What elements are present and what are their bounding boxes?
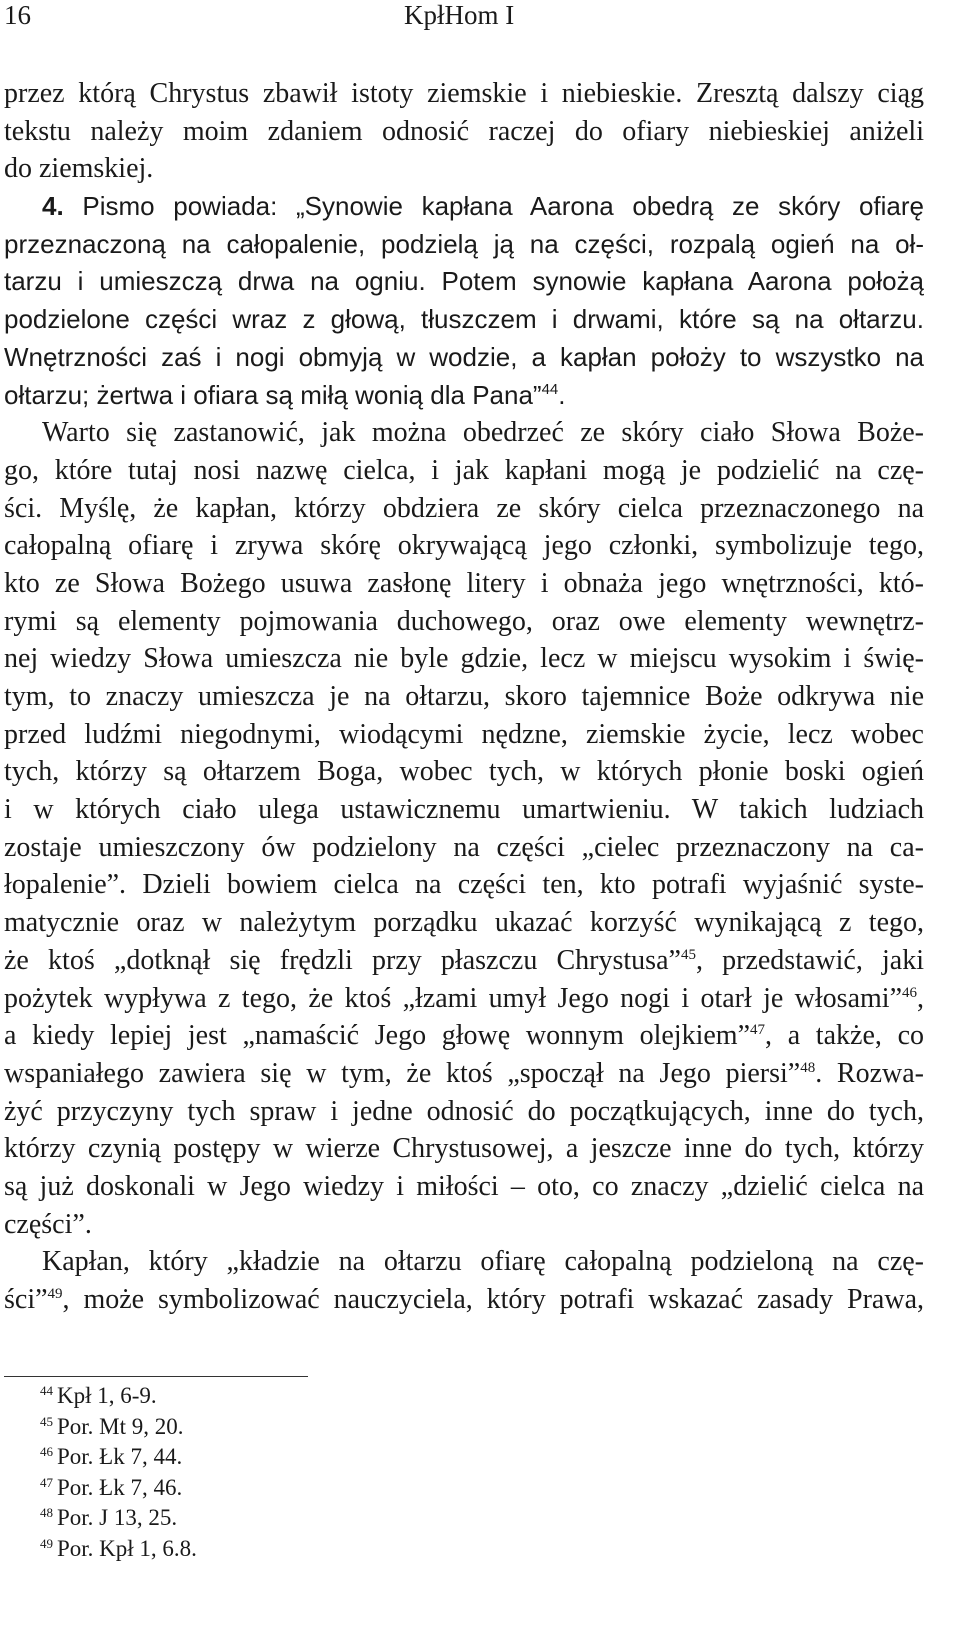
page-number: 16 — [4, 0, 31, 30]
text-span: pożytek wypływa z tego, że ktoś „łzami umył Jego nogi i otarł je włosami” — [4, 982, 902, 1014]
footnote-46 — [40, 1442, 197, 1473]
text-span: ołtarzu; żertwa i ofiara są miłą wonią dla Pana” — [4, 379, 542, 410]
footnote-text: Por. Łk 7, 46. — [57, 1474, 183, 1500]
footnote-number: 49 — [40, 1535, 53, 1551]
footnote-text: Por. Mt 9, 20. — [57, 1413, 184, 1439]
text-span: , przedstawić, jaki — [695, 944, 924, 976]
text-line — [4, 1017, 924, 1055]
footnote-ref-47: 47 — [750, 1022, 765, 1039]
footnote-48 — [40, 1503, 197, 1534]
footnotes — [40, 1381, 197, 1564]
footnote-ref-48: 48 — [800, 1059, 816, 1076]
text-line: tych, którzy są ołtarzem Boga, wobec tych, w których płonie boski ogień — [4, 756, 924, 788]
text-span: . — [558, 379, 566, 410]
footnote-45 — [40, 1412, 197, 1443]
footnote-ref-44: 44 — [541, 380, 559, 398]
footnote-44 — [40, 1381, 197, 1412]
footnote-text: Por. Łk 7, 44. — [57, 1444, 183, 1469]
section-4-first-line — [4, 188, 924, 226]
footnote-number: 48 — [40, 1505, 53, 1520]
footnote-47 — [40, 1473, 197, 1504]
text-line: łopalenie”. Dzieli bowiem cielca na części ten, kto potrafi wyjaśnić syste- — [4, 869, 924, 901]
text-line: zostaje umieszczony ów podzielony na części „cielec przeznaczony na ca- — [4, 831, 924, 863]
running-title: KpłHom I — [404, 0, 515, 30]
text-line: Wnętrzności zaś i nogi obmyją w wodzie, a kapłan położy to wszystko na — [4, 341, 924, 372]
text-line — [4, 1281, 924, 1319]
text-line: całopalną ofiarę i zrywa skórę okrywającą jego członki, symbolizuje tego, — [4, 530, 924, 562]
text-line: żyć przyczyny tych spraw i jedne odnosić do początkujących, inne do tych, — [4, 1095, 924, 1127]
footnote-number: 46 — [40, 1444, 53, 1459]
footnote-number: 45 — [40, 1413, 53, 1429]
text-line: kto ze Słowa Bożego usuwa zasłonę litery i obnaża jego wnętrzności, któ- — [4, 567, 924, 599]
text-line — [4, 1055, 924, 1093]
text-line: przeznaczoną na całopalenie, podzielą ją na części, rozpalą ogień na oł- — [4, 228, 924, 259]
text-line: go, które tutaj nosi nazwę cielca, i jak kapłani mogą je podzielić na czę- — [4, 454, 924, 486]
text-line: tekstu należy moim zdaniem odnosić raczej do ofiary niebieskiej aniżeli — [4, 115, 924, 147]
footnote-separator — [4, 1376, 308, 1377]
text-line: tym, to znaczy umieszcza je na ołtarzu, skoro tajemnice Boże odkrywa nie — [4, 681, 924, 712]
text-line — [4, 980, 924, 1018]
text-line: Kapłan, który „kładzie na ołtarzu ofiarę całopalną podzieloną na czę- — [42, 1246, 924, 1278]
text-line: podzielone części wraz z głową, tłuszczem i drwami, które są na ołtarzu. — [4, 304, 924, 335]
text-span: , może symbolizować nauczyciela, który potrafi wskazać zasady Prawa, — [62, 1284, 924, 1315]
text-line: nej wiedzy Słowa umieszcza nie byle gdzie, lecz w miejscu wysokim i świę- — [4, 643, 924, 675]
text-line: do ziemskiej. — [4, 153, 154, 185]
footnote-ref-45: 45 — [680, 946, 696, 963]
text-line: którzy czynią postępy w wierze Chrystusowej, a jeszcze inne do tych, którzy — [4, 1133, 924, 1165]
text-line: i w których ciało ulega ustawicznemu umartwieniu. W takich ludziach — [4, 794, 924, 826]
footnote-text: Por. Kpł 1, 6.8. — [57, 1535, 197, 1561]
text-span: a kiedy lepiej jest „namaścić Jego głowę wonnym olejkiem” — [4, 1020, 750, 1052]
section-number: 4. — [42, 191, 64, 222]
text-span: , — [917, 982, 924, 1014]
text-span: Pismo powiada: „Synowie kapłana Aarona obedrą ze skóry ofiarę — [63, 191, 924, 222]
text-span: , a także, co — [765, 1020, 924, 1052]
text-line: ści. Myślę, że kapłan, którzy obdziera ze skóry cielca przeznaczonego na — [4, 492, 924, 524]
running-head — [0, 0, 935, 34]
text-line: przed ludźmi niegodnymi, wiodącymi nędzne, ziemskie życie, lecz wobec — [4, 718, 924, 750]
text-line: rymi są elementy pojmowania duchowego, oraz owe elementy wewnętrz- — [4, 605, 924, 637]
text-line: matycznie oraz w należytym porządku ukazać korzyść wynikającą z tego, — [4, 907, 924, 939]
text-line: tarzu i umieszczą drwa na ogniu. Potem synowie kapłana Aarona położą — [4, 266, 924, 297]
footnote-ref-49: 49 — [47, 1286, 63, 1302]
footnote-text: Kpł 1, 6-9. — [57, 1383, 157, 1408]
footnote-ref-46: 46 — [902, 984, 917, 1001]
text-line: części”. — [4, 1208, 92, 1240]
body-text — [4, 75, 924, 1319]
text-span: że ktoś „dotknął się frędzli przy płaszczu Chrystusa” — [4, 944, 681, 976]
footnote-49 — [40, 1534, 197, 1565]
text-line — [4, 942, 924, 980]
text-span: ści” — [4, 1284, 48, 1315]
text-line: są już doskonali w Jego wiedzy i miłości – oto, co znaczy „dzielić cielca na — [4, 1170, 924, 1202]
text-span: . Rozwa- — [815, 1057, 924, 1089]
text-line: przez którą Chrystus zbawił istoty ziemskie i niebieskie. Zresztą dalszy ciąg — [4, 78, 924, 109]
footnote-number: 47 — [40, 1474, 53, 1490]
footnote-number: 44 — [40, 1383, 53, 1398]
footnote-text: Por. J 13, 25. — [57, 1505, 178, 1530]
text-span: wspaniałego zawiera się w tym, że ktoś „spoczął na Jego piersi” — [4, 1057, 801, 1089]
text-line: Warto się zastanowić, jak można obedrzeć ze skóry ciało Słowa Boże- — [42, 417, 924, 449]
text-line — [4, 377, 924, 415]
